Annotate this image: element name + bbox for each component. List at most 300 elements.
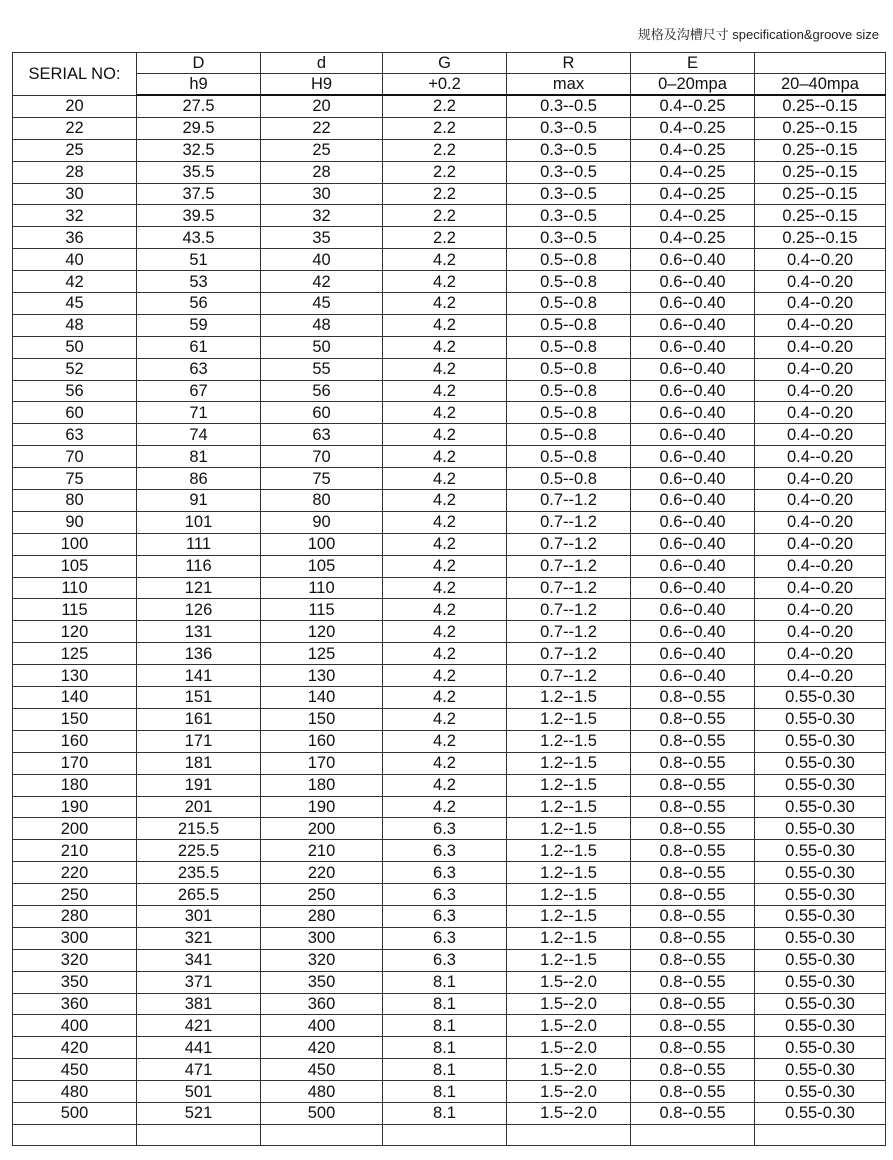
table-cell: 63	[261, 424, 383, 446]
table-cell: 1.2--1.5	[507, 774, 631, 796]
empty-cell	[383, 1124, 507, 1145]
table-cell: 30	[13, 183, 137, 205]
column-header-e: E	[631, 53, 755, 74]
table-row	[13, 665, 886, 687]
table-cell: 0.8--0.55	[631, 993, 755, 1015]
table-cell: 130	[261, 665, 383, 687]
table-cell: 160	[13, 730, 137, 752]
table-cell: 0.25--0.15	[755, 161, 886, 183]
column-subheader-H9: H9	[261, 74, 383, 96]
table-cell: 0.5--0.8	[507, 402, 631, 424]
table-cell: 25	[261, 139, 383, 161]
table-cell: 0.55-0.30	[755, 971, 886, 993]
table-cell: 0.6--0.40	[631, 358, 755, 380]
table-cell: 110	[13, 577, 137, 599]
table-row	[13, 643, 886, 665]
column-header-d-outer: D	[137, 53, 261, 74]
table-row	[13, 293, 886, 315]
table-cell: 0.25--0.15	[755, 183, 886, 205]
table-cell: 0.7--1.2	[507, 621, 631, 643]
table-cell: 2.2	[383, 95, 507, 117]
empty-cell	[507, 1124, 631, 1145]
table-cell: 501	[137, 1081, 261, 1103]
table-cell: 350	[13, 971, 137, 993]
table-row	[13, 796, 886, 818]
table-row	[13, 314, 886, 336]
table-cell: 235.5	[137, 862, 261, 884]
table-cell: 4.2	[383, 665, 507, 687]
table-cell: 120	[261, 621, 383, 643]
table-cell: 480	[261, 1081, 383, 1103]
table-cell: 6.3	[383, 905, 507, 927]
table-cell: 170	[261, 752, 383, 774]
table-cell: 125	[13, 643, 137, 665]
table-cell: 0.4--0.25	[631, 95, 755, 117]
table-cell: 4.2	[383, 468, 507, 490]
table-cell: 4.2	[383, 358, 507, 380]
table-cell: 8.1	[383, 1059, 507, 1081]
table-cell: 280	[261, 905, 383, 927]
table-cell: 0.6--0.40	[631, 577, 755, 599]
table-caption: 规格及沟槽尺寸 specification&groove size	[637, 27, 879, 42]
table-cell: 4.2	[383, 490, 507, 512]
table-row	[13, 271, 886, 293]
table-cell: 0.8--0.55	[631, 796, 755, 818]
table-cell: 40	[13, 249, 137, 271]
table-row	[13, 336, 886, 358]
table-cell: 2.2	[383, 183, 507, 205]
table-cell: 61	[137, 336, 261, 358]
table-cell: 0.8--0.55	[631, 884, 755, 906]
empty-cell	[137, 1124, 261, 1145]
table-cell: 420	[13, 1037, 137, 1059]
table-cell: 0.7--1.2	[507, 490, 631, 512]
table-cell: 0.3--0.5	[507, 227, 631, 249]
table-cell: 111	[137, 533, 261, 555]
table-cell: 8.1	[383, 1037, 507, 1059]
table-cell: 0.6--0.40	[631, 380, 755, 402]
table-cell: 0.6--0.40	[631, 336, 755, 358]
table-cell: 4.2	[383, 643, 507, 665]
empty-cell	[755, 1124, 886, 1145]
table-cell: 90	[261, 511, 383, 533]
table-cell: 0.6--0.40	[631, 555, 755, 577]
table-cell: 0.7--1.2	[507, 533, 631, 555]
table-cell: 0.6--0.40	[631, 643, 755, 665]
table-cell: 1.5--2.0	[507, 1015, 631, 1037]
table-cell: 0.5--0.8	[507, 271, 631, 293]
table-cell: 60	[13, 402, 137, 424]
table-cell: 6.3	[383, 840, 507, 862]
table-cell: 0.6--0.40	[631, 314, 755, 336]
table-cell: 0.4--0.25	[631, 161, 755, 183]
table-cell: 1.5--2.0	[507, 971, 631, 993]
table-cell: 6.3	[383, 862, 507, 884]
table-cell: 0.25--0.15	[755, 139, 886, 161]
table-row	[13, 708, 886, 730]
table-cell: 1.2--1.5	[507, 796, 631, 818]
table-cell: 0.8--0.55	[631, 927, 755, 949]
table-cell: 0.55-0.30	[755, 840, 886, 862]
table-cell: 0.5--0.8	[507, 293, 631, 315]
table-cell: 300	[13, 927, 137, 949]
table-cell: 6.3	[383, 884, 507, 906]
table-cell: 0.4--0.20	[755, 468, 886, 490]
table-cell: 0.4--0.20	[755, 665, 886, 687]
table-cell: 136	[137, 643, 261, 665]
table-cell: 471	[137, 1059, 261, 1081]
serial-no-header: SERIAL NO:	[13, 53, 137, 96]
table-row	[13, 424, 886, 446]
table-cell: 371	[137, 971, 261, 993]
table-cell: 116	[137, 555, 261, 577]
table-cell: 4.2	[383, 577, 507, 599]
table-cell: 51	[137, 249, 261, 271]
table-cell: 55	[261, 358, 383, 380]
table-cell: 0.4--0.20	[755, 293, 886, 315]
table-row	[13, 402, 886, 424]
table-cell: 181	[137, 752, 261, 774]
table-cell: 421	[137, 1015, 261, 1037]
table-cell: 0.55-0.30	[755, 687, 886, 709]
table-cell: 0.55-0.30	[755, 949, 886, 971]
table-row	[13, 1102, 886, 1124]
table-cell: 0.4--0.25	[631, 139, 755, 161]
table-cell: 250	[261, 884, 383, 906]
table-cell: 420	[261, 1037, 383, 1059]
table-cell: 105	[261, 555, 383, 577]
table-row	[13, 774, 886, 796]
table-cell: 40	[261, 249, 383, 271]
table-cell: 0.7--1.2	[507, 511, 631, 533]
table-cell: 28	[261, 161, 383, 183]
table-cell: 1.2--1.5	[507, 752, 631, 774]
table-cell: 56	[137, 293, 261, 315]
table-cell: 381	[137, 993, 261, 1015]
table-cell: 0.55-0.30	[755, 796, 886, 818]
table-row	[13, 818, 886, 840]
table-cell: 45	[261, 293, 383, 315]
table-cell: 160	[261, 730, 383, 752]
table-cell: 1.2--1.5	[507, 862, 631, 884]
table-cell: 48	[13, 314, 137, 336]
table-cell: 126	[137, 599, 261, 621]
table-cell: 0.8--0.55	[631, 818, 755, 840]
table-cell: 150	[13, 708, 137, 730]
table-cell: 450	[261, 1059, 383, 1081]
table-cell: 0.3--0.5	[507, 205, 631, 227]
table-cell: 0.5--0.8	[507, 314, 631, 336]
table-cell: 0.5--0.8	[507, 380, 631, 402]
table-cell: 67	[137, 380, 261, 402]
table-cell: 50	[261, 336, 383, 358]
table-cell: 63	[137, 358, 261, 380]
table-cell: 0.55-0.30	[755, 818, 886, 840]
table-cell: 0.4--0.20	[755, 380, 886, 402]
table-cell: 71	[137, 402, 261, 424]
table-cell: 0.4--0.20	[755, 358, 886, 380]
table-cell: 200	[261, 818, 383, 840]
table-cell: 4.2	[383, 336, 507, 358]
table-cell: 4.2	[383, 687, 507, 709]
table-cell: 0.55-0.30	[755, 708, 886, 730]
table-cell: 86	[137, 468, 261, 490]
table-cell: 0.8--0.55	[631, 774, 755, 796]
table-cell: 450	[13, 1059, 137, 1081]
table-cell: 120	[13, 621, 137, 643]
table-row	[13, 490, 886, 512]
table-cell: 265.5	[137, 884, 261, 906]
table-cell: 0.25--0.15	[755, 95, 886, 117]
table-cell: 0.7--1.2	[507, 555, 631, 577]
table-cell: 0.8--0.55	[631, 1037, 755, 1059]
table-cell: 0.4--0.20	[755, 555, 886, 577]
table-cell: 100	[13, 533, 137, 555]
table-cell: 0.6--0.40	[631, 490, 755, 512]
header-row-1	[13, 53, 886, 74]
table-cell: 0.4--0.20	[755, 336, 886, 358]
table-cell: 180	[261, 774, 383, 796]
empty-table-row	[13, 1124, 886, 1145]
table-cell: 150	[261, 708, 383, 730]
table-body	[13, 95, 886, 1145]
table-cell: 190	[261, 796, 383, 818]
table-cell: 35.5	[137, 161, 261, 183]
table-cell: 215.5	[137, 818, 261, 840]
table-header	[13, 53, 886, 96]
table-cell: 0.4--0.25	[631, 117, 755, 139]
table-cell: 180	[13, 774, 137, 796]
table-cell: 20	[13, 95, 137, 117]
table-cell: 210	[261, 840, 383, 862]
table-cell: 59	[137, 314, 261, 336]
table-cell: 74	[137, 424, 261, 446]
table-row	[13, 927, 886, 949]
table-cell: 0.8--0.55	[631, 862, 755, 884]
table-cell: 521	[137, 1102, 261, 1124]
table-cell: 0.4--0.20	[755, 402, 886, 424]
table-cell: 131	[137, 621, 261, 643]
table-cell: 81	[137, 446, 261, 468]
table-cell: 350	[261, 971, 383, 993]
table-cell: 0.8--0.55	[631, 752, 755, 774]
table-cell: 0.8--0.55	[631, 708, 755, 730]
table-cell: 341	[137, 949, 261, 971]
empty-cell	[13, 1124, 137, 1145]
table-row	[13, 249, 886, 271]
table-cell: 0.6--0.40	[631, 271, 755, 293]
table-cell: 1.5--2.0	[507, 1102, 631, 1124]
table-cell: 301	[137, 905, 261, 927]
table-cell: 0.4--0.25	[631, 227, 755, 249]
table-cell: 220	[13, 862, 137, 884]
table-cell: 0.5--0.8	[507, 468, 631, 490]
table-cell: 32.5	[137, 139, 261, 161]
table-cell: 0.6--0.40	[631, 446, 755, 468]
table-row	[13, 358, 886, 380]
table-cell: 1.2--1.5	[507, 905, 631, 927]
column-subheader-20-40mpa: 20–40mpa	[755, 74, 886, 96]
table-cell: 101	[137, 511, 261, 533]
table-cell: 1.2--1.5	[507, 708, 631, 730]
table-cell: 1.2--1.5	[507, 818, 631, 840]
table-row	[13, 555, 886, 577]
table-row	[13, 183, 886, 205]
table-cell: 2.2	[383, 139, 507, 161]
table-cell: 320	[261, 949, 383, 971]
column-subheader-tolerance: +0.2	[383, 74, 507, 96]
table-cell: 0.4--0.25	[631, 183, 755, 205]
table-cell: 32	[261, 205, 383, 227]
table-cell: 500	[261, 1102, 383, 1124]
table-cell: 0.8--0.55	[631, 949, 755, 971]
table-cell: 8.1	[383, 1015, 507, 1037]
table-cell: 360	[261, 993, 383, 1015]
table-cell: 115	[261, 599, 383, 621]
table-cell: 0.4--0.20	[755, 511, 886, 533]
table-cell: 28	[13, 161, 137, 183]
table-cell: 0.4--0.20	[755, 621, 886, 643]
table-cell: 0.8--0.55	[631, 1081, 755, 1103]
table-cell: 480	[13, 1081, 137, 1103]
table-cell: 110	[261, 577, 383, 599]
table-cell: 0.4--0.20	[755, 577, 886, 599]
column-header-g: G	[383, 53, 507, 74]
table-row	[13, 884, 886, 906]
table-cell: 125	[261, 643, 383, 665]
table-cell: 0.6--0.40	[631, 468, 755, 490]
table-cell: 0.7--1.2	[507, 577, 631, 599]
table-cell: 4.2	[383, 424, 507, 446]
table-cell: 70	[261, 446, 383, 468]
table-row	[13, 1081, 886, 1103]
table-cell: 250	[13, 884, 137, 906]
table-row	[13, 993, 886, 1015]
table-cell: 70	[13, 446, 137, 468]
table-cell: 4.2	[383, 380, 507, 402]
table-cell: 141	[137, 665, 261, 687]
table-cell: 56	[13, 380, 137, 402]
table-cell: 0.5--0.8	[507, 446, 631, 468]
table-cell: 0.6--0.40	[631, 665, 755, 687]
table-cell: 0.4--0.20	[755, 424, 886, 446]
table-cell: 4.2	[383, 533, 507, 555]
table-row	[13, 752, 886, 774]
table-cell: 39.5	[137, 205, 261, 227]
table-row	[13, 117, 886, 139]
table-cell: 0.3--0.5	[507, 161, 631, 183]
table-cell: 0.4--0.20	[755, 490, 886, 512]
table-cell: 4.2	[383, 599, 507, 621]
table-row	[13, 1015, 886, 1037]
table-cell: 8.1	[383, 971, 507, 993]
table-cell: 48	[261, 314, 383, 336]
table-cell: 32	[13, 205, 137, 227]
table-cell: 0.6--0.40	[631, 533, 755, 555]
table-cell: 0.55-0.30	[755, 1015, 886, 1037]
table-cell: 4.2	[383, 402, 507, 424]
table-row	[13, 95, 886, 117]
table-cell: 191	[137, 774, 261, 796]
table-cell: 0.7--1.2	[507, 599, 631, 621]
table-cell: 0.55-0.30	[755, 1037, 886, 1059]
table-row	[13, 840, 886, 862]
table-cell: 360	[13, 993, 137, 1015]
table-cell: 80	[261, 490, 383, 512]
table-cell: 1.2--1.5	[507, 949, 631, 971]
table-cell: 43.5	[137, 227, 261, 249]
table-cell: 0.8--0.55	[631, 1015, 755, 1037]
table-cell: 161	[137, 708, 261, 730]
column-subheader-h9: h9	[137, 74, 261, 96]
table-cell: 500	[13, 1102, 137, 1124]
table-cell: 0.25--0.15	[755, 117, 886, 139]
table-cell: 36	[13, 227, 137, 249]
table-cell: 75	[13, 468, 137, 490]
table-cell: 130	[13, 665, 137, 687]
table-cell: 0.6--0.40	[631, 424, 755, 446]
table-cell: 75	[261, 468, 383, 490]
table-cell: 170	[13, 752, 137, 774]
table-row	[13, 205, 886, 227]
table-cell: 2.2	[383, 227, 507, 249]
table-row	[13, 533, 886, 555]
table-cell: 0.3--0.5	[507, 95, 631, 117]
table-cell: 4.2	[383, 796, 507, 818]
table-cell: 0.55-0.30	[755, 927, 886, 949]
table-cell: 0.4--0.20	[755, 643, 886, 665]
table-cell: 4.2	[383, 774, 507, 796]
specification-table	[12, 52, 886, 1146]
table-cell: 105	[13, 555, 137, 577]
empty-cell	[631, 1124, 755, 1145]
column-subheader-max: max	[507, 74, 631, 96]
table-cell: 0.4--0.20	[755, 314, 886, 336]
table-cell: 90	[13, 511, 137, 533]
table-cell: 4.2	[383, 314, 507, 336]
table-cell: 400	[13, 1015, 137, 1037]
table-cell: 53	[137, 271, 261, 293]
table-cell: 8.1	[383, 993, 507, 1015]
table-cell: 1.5--2.0	[507, 993, 631, 1015]
table-cell: 210	[13, 840, 137, 862]
table-cell: 140	[13, 687, 137, 709]
table-cell: 115	[13, 599, 137, 621]
table-cell: 1.2--1.5	[507, 927, 631, 949]
table-cell: 6.3	[383, 818, 507, 840]
table-cell: 100	[261, 533, 383, 555]
table-cell: 220	[261, 862, 383, 884]
table-cell: 25	[13, 139, 137, 161]
table-cell: 1.2--1.5	[507, 884, 631, 906]
table-cell: 0.6--0.40	[631, 402, 755, 424]
table-cell: 0.6--0.40	[631, 621, 755, 643]
table-cell: 8.1	[383, 1081, 507, 1103]
table-cell: 0.7--1.2	[507, 665, 631, 687]
table-cell: 4.2	[383, 271, 507, 293]
table-cell: 22	[13, 117, 137, 139]
table-row	[13, 621, 886, 643]
table-cell: 280	[13, 905, 137, 927]
table-row	[13, 1037, 886, 1059]
table-cell: 0.55-0.30	[755, 862, 886, 884]
table-cell: 63	[13, 424, 137, 446]
table-row	[13, 446, 886, 468]
table-cell: 20	[261, 95, 383, 117]
table-cell: 0.8--0.55	[631, 730, 755, 752]
table-cell: 42	[261, 271, 383, 293]
table-cell: 0.55-0.30	[755, 1059, 886, 1081]
